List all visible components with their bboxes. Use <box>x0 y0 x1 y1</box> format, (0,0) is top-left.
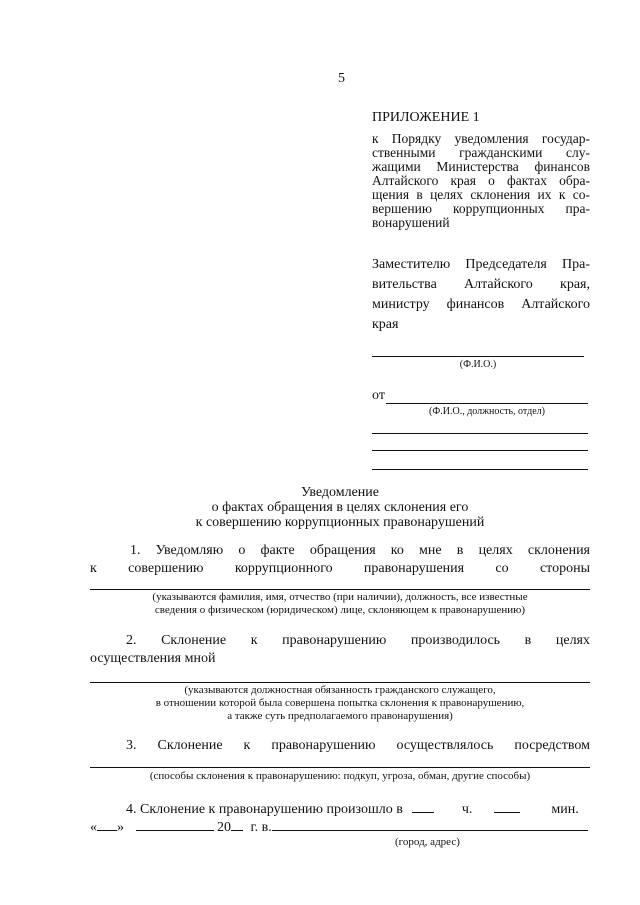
item-1 <box>90 542 590 578</box>
minutes-field[interactable] <box>494 800 520 813</box>
from-label: от <box>372 388 385 403</box>
addressee-text <box>372 255 590 335</box>
appendix-line: жащими Министерства финансов <box>372 159 590 174</box>
item-2-line-field[interactable] <box>90 682 590 683</box>
appendix-title: ПРИЛОЖЕНИЕ 1 <box>372 110 480 125</box>
heading-title: Уведомление <box>300 485 379 500</box>
day-field[interactable] <box>97 818 117 831</box>
appendix-text <box>372 132 590 230</box>
item-3-caption: (способы склонения к правонарушению: подкуп, угроза, обман, другие способы) <box>149 770 531 782</box>
year-prefix: 20 <box>217 820 231 835</box>
from-line-2[interactable] <box>372 433 588 434</box>
heading <box>100 485 580 530</box>
hours-field[interactable] <box>412 800 434 813</box>
item-1-caption-line: сведения о физическом (юридическом) лице, склоняющем к правонарушению) <box>154 604 526 616</box>
item-1-caption <box>90 591 590 617</box>
appendix-line: ственными гражданскими слу- <box>372 145 590 160</box>
item-4-line-2 <box>90 818 588 835</box>
item-4-line-1 <box>126 800 579 817</box>
fio-line[interactable] <box>372 356 584 357</box>
fio-caption: (Ф.И.О.) <box>459 359 497 370</box>
year-suffix: г. в. <box>250 820 272 835</box>
addressee-line: Заместителю Председателя Пра- <box>372 257 590 272</box>
hours-label: ч. <box>461 802 473 817</box>
item-4-text: 4. Склонение к правонарушению произошло в <box>126 802 403 817</box>
appendix-line: щения в целях склонения их к со- <box>372 187 590 202</box>
item-3-line-field[interactable] <box>90 767 590 768</box>
from-line-4[interactable] <box>372 469 588 470</box>
year-field[interactable] <box>231 818 243 831</box>
item-1-line: 1. Уведомляю о факте обращения ко мне в целях склонения <box>130 543 590 558</box>
page-number: 5 <box>338 71 345 86</box>
appendix-line: Алтайского края о фактах обра- <box>372 173 590 188</box>
from-caption: (Ф.И.О., должность, отдел) <box>429 406 545 417</box>
from-line[interactable] <box>386 403 588 404</box>
appendix-line: вершению коррупционных пра- <box>372 201 590 216</box>
item-2-line: осуществления мной <box>90 651 216 666</box>
from-line-3[interactable] <box>372 450 588 451</box>
addressee-line: вительства Алтайского края, <box>372 277 590 292</box>
item-2-caption-line: (указываются должностная обязанность гражданского служащего, <box>184 684 496 696</box>
heading-line: о фактах обращения в целях склонения его <box>211 500 469 515</box>
close-quote: » <box>117 820 124 835</box>
addressee-line: края <box>372 317 399 332</box>
item-2-caption <box>90 684 590 723</box>
minutes-label: мин. <box>551 802 579 817</box>
heading-line: к совершению коррупционных правонарушений <box>195 515 485 530</box>
item-2-caption-line: а также суть предполагаемого правонарушения) <box>227 710 453 722</box>
appendix-line: вонарушений <box>372 215 450 230</box>
item-2-line: 2. Склонение к правонарушению производилось в целях <box>126 633 590 648</box>
item-3 <box>90 737 590 755</box>
item-1-line-field[interactable] <box>90 589 590 590</box>
month-field[interactable] <box>136 818 214 831</box>
item-1-caption-line: (указываются фамилия, имя, отчество (при наличии), должность, все известные <box>152 591 528 603</box>
item-3-line: 3. Склонение к правонарушению осуществлялось посредством <box>126 738 590 753</box>
appendix-line: к Порядку уведомления государ- <box>372 131 590 146</box>
item-2 <box>90 632 590 668</box>
item-4-caption: (город, адрес) <box>395 836 460 848</box>
open-quote: « <box>90 820 97 835</box>
addressee-line: министру финансов Алтайского <box>372 297 590 312</box>
item-1-line: к совершению коррупционного правонарушения со стороны <box>90 561 590 576</box>
item-2-caption-line: в отношении которой была совершена попытка склонения к правонарушению, <box>155 697 525 709</box>
place-field[interactable] <box>272 818 588 831</box>
